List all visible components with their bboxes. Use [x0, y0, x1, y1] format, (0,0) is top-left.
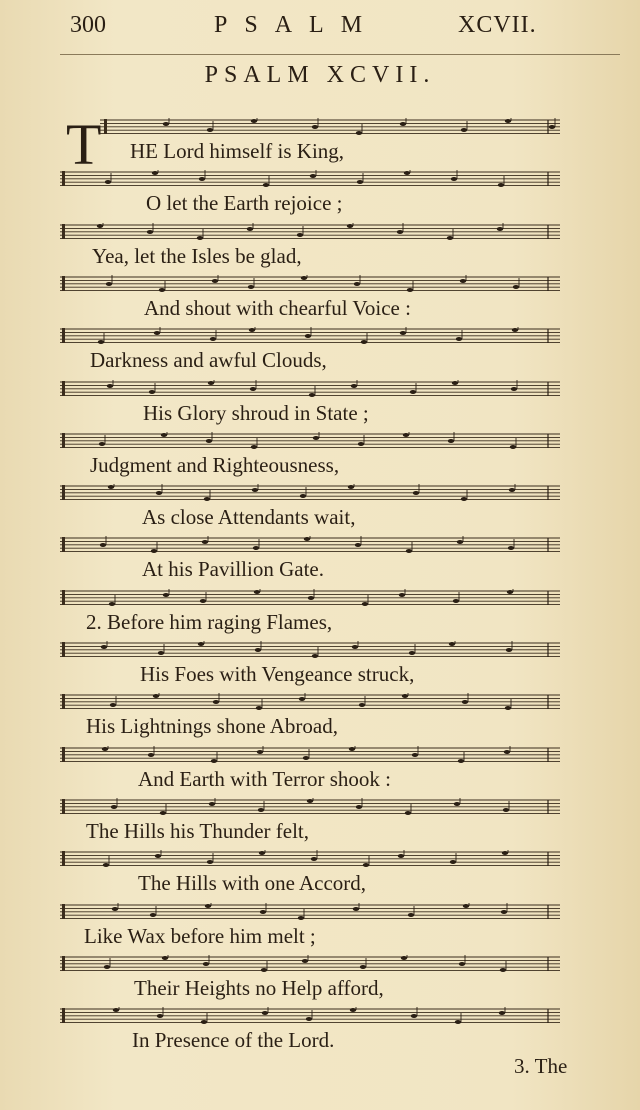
psalm-title: PSALM XCVII. — [204, 62, 436, 88]
lyric-line: Darkness and awful Clouds, — [90, 348, 327, 373]
music-note — [248, 285, 254, 289]
music-note — [511, 387, 517, 391]
music-note — [398, 854, 404, 858]
lyric-line: Their Heights no Help afford, — [134, 975, 384, 1000]
lyric-line: At his Pavillion Gate. — [142, 557, 324, 582]
music-note — [347, 224, 353, 228]
music-note — [310, 174, 316, 178]
music-note — [359, 703, 365, 707]
music-note — [357, 180, 363, 184]
music-note — [148, 753, 154, 757]
music-note — [401, 956, 407, 960]
music-note — [162, 956, 168, 960]
music-note — [254, 590, 260, 594]
music-note — [108, 485, 114, 489]
music-note — [103, 863, 109, 867]
music-note — [462, 700, 468, 704]
clef-mark — [62, 1008, 65, 1023]
music-note — [461, 497, 467, 501]
music-staff — [60, 903, 560, 919]
music-note — [358, 442, 364, 446]
music-note — [399, 593, 405, 597]
clef-mark — [62, 799, 65, 814]
music-note — [208, 381, 214, 385]
music-note — [458, 759, 464, 763]
music-note — [154, 331, 160, 335]
music-note — [351, 384, 357, 388]
music-note — [203, 962, 209, 966]
music-note — [412, 753, 418, 757]
music-note — [360, 965, 366, 969]
music-note — [348, 485, 354, 489]
clef-mark — [62, 171, 65, 186]
music-note — [147, 230, 153, 234]
music-note — [207, 860, 213, 864]
music-note — [157, 1014, 163, 1018]
clef-mark — [62, 328, 65, 343]
music-note — [213, 700, 219, 704]
lyric-line: In Presence of the Lord. — [132, 1028, 335, 1053]
music-note — [97, 224, 103, 228]
music-staff — [60, 641, 560, 657]
music-note — [461, 128, 467, 132]
music-note — [251, 445, 257, 449]
music-note — [102, 747, 108, 751]
lyric-line: 2. Before him raging Flames, — [86, 609, 333, 634]
music-note — [512, 328, 518, 332]
lyric-line: As close Attendants wait, — [142, 505, 356, 530]
lyric-line: His Lightnings shone Abroad, — [86, 714, 338, 739]
music-note — [161, 433, 167, 437]
music-note — [362, 602, 368, 606]
music-note — [253, 546, 259, 550]
music-note — [413, 491, 419, 495]
music-note — [263, 183, 269, 187]
music-note — [153, 694, 159, 698]
music-note — [509, 488, 515, 492]
music-note — [505, 119, 511, 123]
music-note — [463, 904, 469, 908]
music-staff — [60, 380, 560, 396]
music-note — [409, 651, 415, 655]
music-note — [350, 1008, 356, 1012]
music-staff — [60, 275, 560, 291]
music-note — [447, 236, 453, 240]
music-staff — [60, 746, 560, 762]
music-note — [163, 122, 169, 126]
music-note — [113, 1008, 119, 1012]
music-note — [247, 227, 253, 231]
lyric-line: Judgment and Righteousness, — [90, 452, 340, 477]
lyric-line: O let the Earth rejoice ; — [146, 191, 343, 216]
music-staff — [60, 223, 560, 239]
drop-cap: T — [66, 112, 102, 177]
music-note — [361, 340, 367, 344]
music-note — [199, 177, 205, 181]
music-note — [309, 393, 315, 397]
music-staff — [60, 589, 560, 605]
music-note — [206, 439, 212, 443]
music-note — [151, 549, 157, 553]
music-note — [410, 390, 416, 394]
clef-mark — [62, 590, 65, 605]
music-note — [400, 331, 406, 335]
music-note — [106, 282, 112, 286]
music-note — [197, 236, 203, 240]
music-note — [307, 799, 313, 803]
lyric-line: HE Lord himself is King, — [130, 139, 345, 163]
music-note — [313, 436, 319, 440]
clef-mark — [104, 119, 107, 134]
lyric-line: Like Wax before him melt ; — [84, 923, 316, 948]
music-note — [510, 445, 516, 449]
music-note — [107, 384, 113, 388]
music-note — [405, 811, 411, 815]
music-note — [408, 913, 414, 917]
music-note — [449, 642, 455, 646]
music-note — [112, 907, 118, 911]
music-note — [308, 596, 314, 600]
music-note — [452, 381, 458, 385]
music-note — [209, 802, 215, 806]
music-note — [252, 488, 258, 492]
music-note — [255, 648, 261, 652]
music-note — [306, 1017, 312, 1021]
lyric-line: His Foes with Vengeance struck, — [140, 662, 415, 686]
music-note — [256, 706, 262, 710]
music-note — [205, 904, 211, 908]
music-note — [204, 497, 210, 501]
music-note — [99, 442, 105, 446]
music-note — [100, 543, 106, 547]
music-note — [250, 387, 256, 391]
music-staff — [60, 118, 560, 134]
music-note — [111, 805, 117, 809]
music-note — [152, 171, 158, 175]
music-staff — [60, 327, 560, 343]
clef-mark — [62, 747, 65, 762]
music-note — [454, 802, 460, 806]
music-note — [450, 860, 456, 864]
music-note — [508, 546, 514, 550]
music-note — [298, 916, 304, 920]
lyric-line: And shout with chearful Voice : — [144, 295, 411, 320]
music-staff — [60, 484, 560, 500]
music-note — [507, 590, 513, 594]
music-note — [503, 808, 509, 812]
music-note — [499, 1011, 505, 1015]
music-note — [156, 491, 162, 495]
music-staff — [60, 850, 560, 866]
music-note — [262, 1011, 268, 1015]
music-note — [448, 439, 454, 443]
clef-mark — [62, 537, 65, 552]
music-note — [400, 122, 406, 126]
music-note — [257, 750, 263, 754]
clef-mark — [62, 694, 65, 709]
music-note — [457, 540, 463, 544]
music-note — [149, 390, 155, 394]
music-note — [304, 537, 310, 541]
music-note — [506, 648, 512, 652]
clef-mark — [62, 381, 65, 396]
lyric-line: Yea, let the Isles be glad, — [92, 243, 302, 268]
music-note — [500, 968, 506, 972]
music-note — [355, 543, 361, 547]
music-staff — [60, 798, 560, 814]
music-note — [451, 177, 457, 181]
header-rule — [60, 54, 620, 55]
music-note — [404, 171, 410, 175]
music-note — [311, 857, 317, 861]
lyric-line: The Hills his Thunder felt, — [86, 818, 309, 843]
music-note — [163, 593, 169, 597]
music-note — [549, 125, 555, 129]
music-staff — [60, 536, 560, 552]
music-note — [207, 128, 213, 132]
music-note — [356, 131, 362, 135]
clef-mark — [62, 851, 65, 866]
music-note — [411, 1014, 417, 1018]
music-note — [455, 1020, 461, 1024]
music-note — [354, 282, 360, 286]
music-note — [305, 334, 311, 338]
music-note — [105, 180, 111, 184]
music-note — [301, 276, 307, 280]
clef-mark — [62, 642, 65, 657]
music-note — [98, 340, 104, 344]
music-staff — [60, 693, 560, 709]
clef-mark — [62, 433, 65, 448]
music-note — [353, 907, 359, 911]
music-note — [302, 959, 308, 963]
music-note — [505, 706, 511, 710]
music-note — [406, 549, 412, 553]
music-staff — [60, 1007, 560, 1023]
music-note — [260, 910, 266, 914]
music-note — [249, 328, 255, 332]
music-note — [159, 288, 165, 292]
clef-mark — [62, 224, 65, 239]
music-note — [202, 540, 208, 544]
music-note — [212, 279, 218, 283]
music-note — [456, 337, 462, 341]
music-note — [407, 288, 413, 292]
music-note — [210, 337, 216, 341]
music-note — [502, 851, 508, 855]
music-note — [109, 602, 115, 606]
music-note — [110, 703, 116, 707]
running-title: PSALM — [214, 12, 380, 38]
music-note — [397, 230, 403, 234]
lyric-line: And Earth with Terror shook : — [138, 766, 392, 791]
music-note — [101, 645, 107, 649]
music-note — [297, 233, 303, 237]
running-numeral: XCVII. — [458, 12, 537, 38]
music-note — [352, 645, 358, 649]
catchword: 3. The — [514, 1054, 568, 1078]
music-note — [259, 851, 265, 855]
lyric-line: His Glory shroud in State ; — [143, 400, 369, 425]
music-note — [303, 756, 309, 760]
music-note — [261, 968, 267, 972]
music-note — [501, 910, 507, 914]
music-note — [258, 808, 264, 812]
clef-mark — [62, 485, 65, 500]
music-note — [513, 285, 519, 289]
music-note — [211, 759, 217, 763]
music-note — [453, 599, 459, 603]
music-note — [460, 279, 466, 283]
music-staff — [60, 955, 560, 971]
music-note — [498, 183, 504, 187]
clef-mark — [62, 276, 65, 291]
clef-mark — [62, 956, 65, 971]
music-note — [497, 227, 503, 231]
music-note — [155, 854, 161, 858]
music-note — [201, 1020, 207, 1024]
music-note — [150, 913, 156, 917]
clef-mark — [62, 904, 65, 919]
music-note — [300, 494, 306, 498]
music-note — [504, 750, 510, 754]
music-note — [312, 654, 318, 658]
lyric-line: The Hills with one Accord, — [138, 871, 367, 896]
music-note — [402, 694, 408, 698]
music-note — [160, 811, 166, 815]
music-note — [198, 642, 204, 646]
page-header — [0, 12, 640, 46]
music-note — [299, 697, 305, 701]
music-note — [158, 651, 164, 655]
music-staff — [60, 432, 560, 448]
page-number: 300 — [70, 12, 106, 38]
music-note — [312, 125, 318, 129]
music-note — [356, 805, 362, 809]
music-note — [363, 863, 369, 867]
music-note — [200, 599, 206, 603]
music-note — [251, 119, 257, 123]
music-note — [403, 433, 409, 437]
music-staff — [60, 170, 560, 186]
music-note — [459, 962, 465, 966]
music-note — [104, 965, 110, 969]
music-note — [349, 747, 355, 751]
